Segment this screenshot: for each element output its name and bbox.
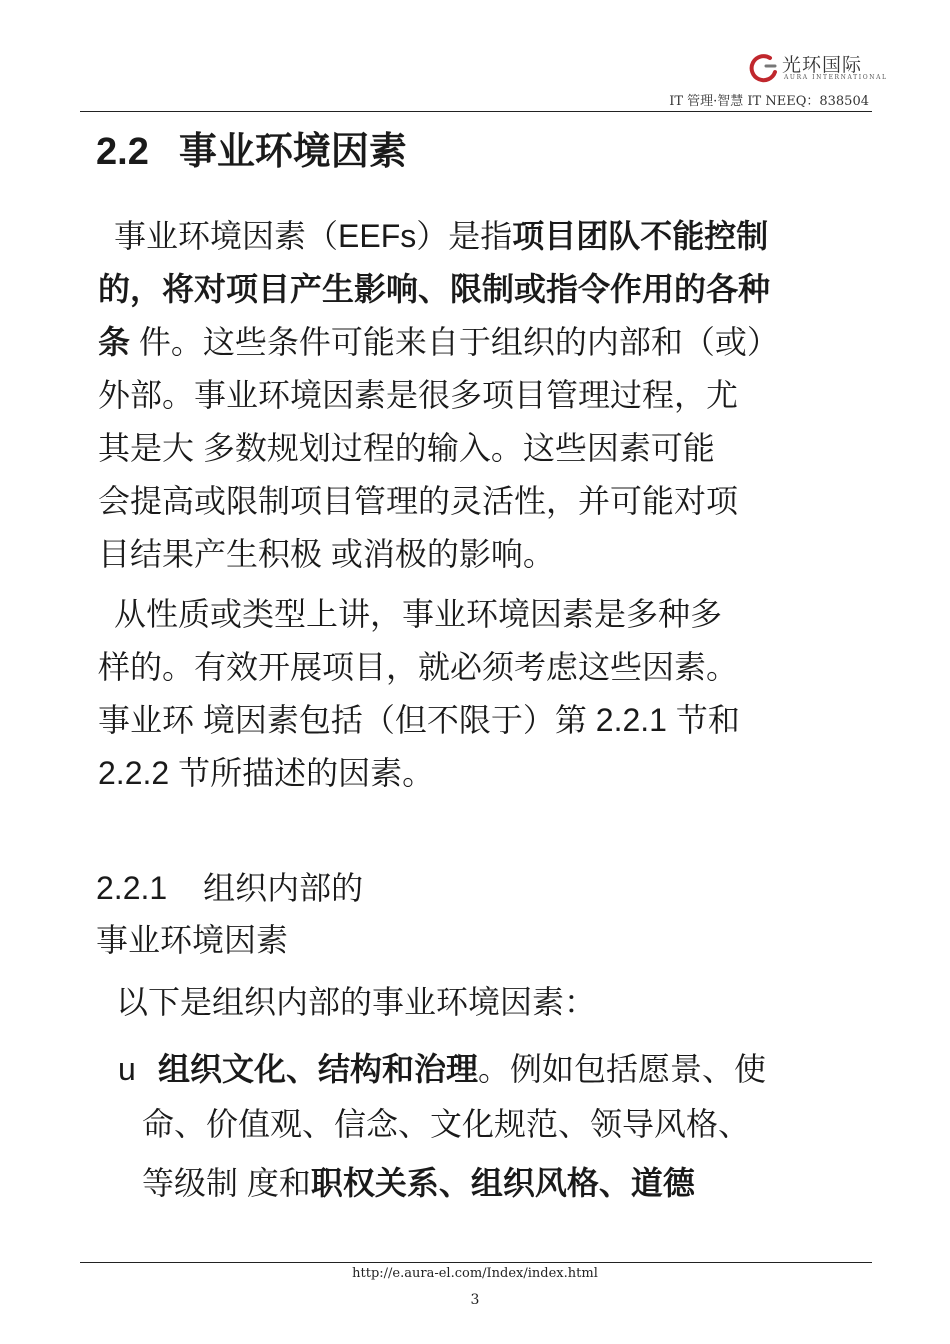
- text-run: 等级制 度和: [142, 1165, 311, 1201]
- subsection-title-part: 组织内部的: [203, 870, 364, 906]
- bullet-bold-heading: 组织文化、结构和治理: [158, 1051, 479, 1087]
- bullet-continuation-line: [142, 1157, 695, 1210]
- header-subtitle: IT 管理·智慧 IT NEEQ：838504: [669, 94, 869, 109]
- section-title: 事业环境因素: [178, 131, 407, 173]
- header-divider: [80, 111, 872, 112]
- text-line: 从性质或类型上讲，事业环境因素是多种多: [114, 596, 723, 632]
- text-line: 事业环 境因素包括（但不限于）第 2.2.1 节和: [98, 702, 740, 738]
- text-line: 2.2.2 节所描述的因素。: [98, 755, 435, 791]
- footer-url: http://e.aura-el.com/Index/index.html: [352, 1266, 598, 1281]
- subsection-number: 2.2.1: [96, 870, 168, 906]
- bold-text-run: 条: [98, 324, 131, 360]
- text-line: 目结果产生积极 或消极的影响。: [98, 536, 555, 572]
- intro-paragraph: [116, 976, 896, 1029]
- bullet-continuation-line: 命、价值观、信念、文化规范、领导风格、: [142, 1106, 751, 1142]
- text-run: 件。这些条件可能来自于组织的内部和（或）: [130, 324, 779, 360]
- text-run: 。例如包括愿景、使: [478, 1051, 767, 1087]
- text-line: 的，将对项目产生影响、限制或指令作用的各种: [98, 271, 771, 307]
- paragraph-eefs-definition: [98, 210, 878, 581]
- logo-chinese-name: 光环国际: [782, 54, 863, 76]
- section-number: 2.2: [96, 131, 149, 173]
- bold-text-run: 职权关系、组织风格、道德: [310, 1165, 695, 1201]
- text-line: 其是大 多数规划过程的输入。这些因素可能: [98, 430, 715, 466]
- paragraph-eefs-nature: [98, 588, 878, 800]
- text-line: [98, 316, 878, 369]
- bold-text-run: 项目团队不能控制: [512, 218, 769, 254]
- subsection-title-line: 事业环境因素: [96, 922, 289, 958]
- aura-logo: [748, 52, 888, 84]
- text-line: 以下是组织内部的事业环境因素：: [116, 984, 597, 1020]
- section-heading: [96, 128, 407, 176]
- logo-english-name: AURA INTERNATIONAL: [784, 74, 888, 81]
- text-run: 事业环境因素（EEFs）是指: [114, 218, 513, 254]
- bullet-item-org-culture: [118, 1043, 766, 1096]
- subsection-title-line: [96, 862, 363, 914]
- bullet-marker: u: [118, 1051, 136, 1087]
- text-line: 会提高或限制项目管理的灵活性，并可能对项: [98, 483, 739, 519]
- footer-divider: [80, 1262, 872, 1263]
- text-line: 外部。事业环境因素是很多项目管理过程，尤: [98, 377, 739, 413]
- aura-logo-icon: [748, 52, 780, 84]
- page-number: 3: [470, 1292, 480, 1308]
- text-line: [98, 210, 878, 263]
- subsection-heading: [96, 862, 363, 966]
- text-line: 样的。有效开展项目，就必须考虑这些因素。: [98, 649, 739, 685]
